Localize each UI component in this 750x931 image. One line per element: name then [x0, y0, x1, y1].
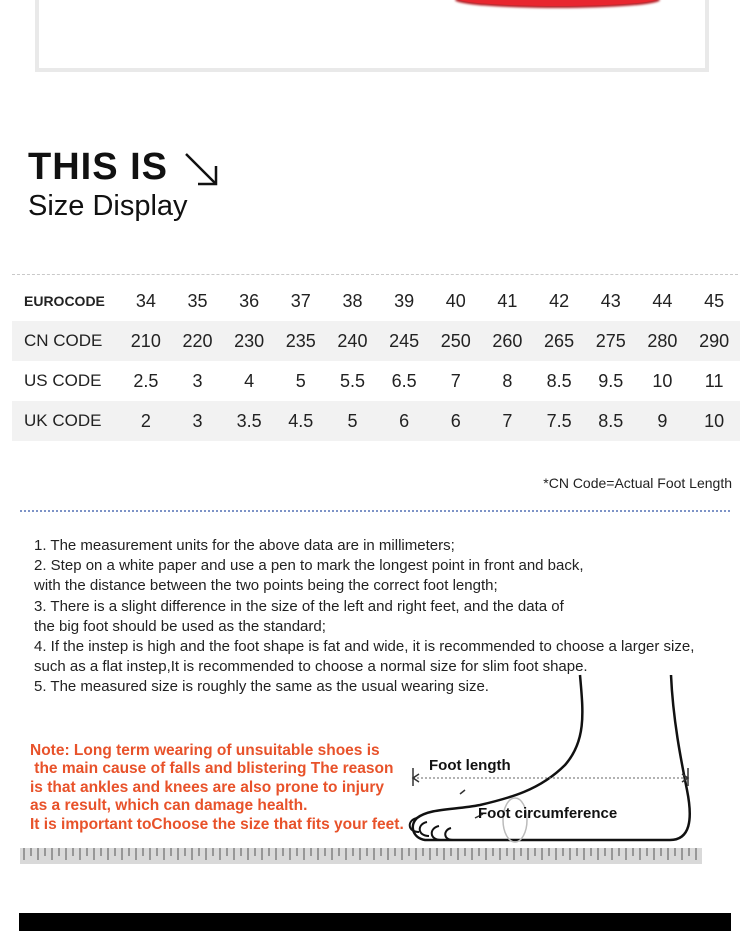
instruction-line: 1. The measurement units for the above data are in millimeters;	[34, 537, 455, 554]
product-image-frame	[35, 0, 709, 72]
instruction-line: the big foot should be used as the standard;	[34, 617, 326, 635]
row-label-cn-code: CN CODE	[12, 321, 120, 361]
table-cell: 3	[172, 401, 224, 441]
table-cell: 7	[450, 370, 461, 391]
warning-line: as a result, which can damage health.	[30, 797, 308, 815]
section-subtitle: Size Display	[28, 190, 188, 222]
table-top-divider	[12, 274, 738, 275]
table-cell: 2	[120, 401, 172, 441]
row-label-eurocode: EUROCODE	[24, 293, 105, 309]
table-cell: 10	[652, 370, 673, 391]
table-row	[12, 401, 740, 441]
table-cell: 9	[637, 401, 689, 441]
table-cell: 11	[704, 370, 724, 391]
table-cell: 250	[430, 321, 482, 361]
table-cell: 4.5	[275, 401, 327, 441]
warning-line: the main cause of falls and blistering The reason	[30, 760, 394, 778]
table-cell: 280	[637, 321, 689, 361]
table-cell: 45	[704, 290, 725, 311]
dotted-divider	[20, 510, 730, 512]
table-cell: 34	[135, 290, 156, 311]
row-label-uk-code: UK CODE	[12, 401, 120, 441]
table-cell: 5	[295, 370, 306, 391]
warning-line: is that ankles and knees are also prone to injury	[30, 778, 385, 796]
cn-code-note: *CN Code=Actual Foot Length	[543, 475, 732, 491]
instruction-line: such as a flat instep,It is recommended to choose a normal size for slim foot shape.	[34, 658, 588, 676]
foot-length-label: Foot length	[429, 757, 511, 774]
instruction-line: 3. There is a slight difference in the size of the left and right feet, and the data of	[34, 597, 564, 615]
table-cell: 6	[378, 401, 430, 441]
table-cell: 9.5	[598, 370, 624, 391]
table-cell: 39	[394, 290, 415, 311]
table-cell: 7	[482, 401, 534, 441]
table-cell: 5	[327, 401, 379, 441]
table-cell: 240	[327, 321, 379, 361]
table-cell: 37	[290, 290, 311, 311]
table-cell: 43	[600, 290, 621, 311]
table-cell: 42	[549, 290, 570, 311]
instruction-line: 5. The measured size is roughly the same as the usual wearing size.	[34, 678, 489, 696]
table-cell: 235	[275, 321, 327, 361]
ruler-graphic	[20, 846, 702, 866]
table-cell: 8.5	[546, 370, 572, 391]
instruction-line: 2. Step on a white paper and use a pen to mark the longest point in front and back,	[34, 557, 584, 575]
table-cell: 40	[445, 290, 466, 311]
size-chart-table	[12, 281, 740, 441]
table-cell: 6.5	[391, 370, 417, 391]
table-cell: 5.5	[339, 370, 365, 391]
table-cell: 260	[482, 321, 534, 361]
table-cell: 8	[502, 370, 513, 391]
arrow-down-right-icon	[182, 150, 222, 190]
warning-line: It is important toChoose the size that fits your feet.	[30, 815, 404, 833]
health-warning-note	[30, 742, 404, 834]
table-row	[12, 321, 740, 361]
table-cell: 275	[585, 321, 637, 361]
table-cell: 3	[192, 370, 203, 391]
table-cell: 4	[244, 370, 255, 391]
table-cell: 38	[342, 290, 363, 311]
table-cell: 7.5	[533, 401, 585, 441]
table-row	[12, 361, 740, 401]
table-cell: 8.5	[585, 401, 637, 441]
table-cell: 3.5	[223, 401, 275, 441]
instruction-line: 4. If the instep is high and the foot shape is fat and wide, it is recommended to choose a larger size,	[34, 638, 695, 656]
table-row	[12, 281, 740, 321]
table-cell: 41	[497, 290, 518, 311]
table-cell: 10	[688, 401, 740, 441]
table-cell: 6	[430, 401, 482, 441]
table-cell: 290	[688, 321, 740, 361]
warning-line: Note: Long term wearing of unsuitable shoes is	[30, 742, 380, 759]
instruction-line: with the distance between the two points being the correct foot length;	[34, 577, 498, 595]
foot-circumference-label: Foot circumference	[478, 805, 618, 822]
table-cell: 44	[652, 290, 673, 311]
table-cell: 265	[533, 321, 585, 361]
bottom-banner	[19, 913, 731, 931]
table-cell: 36	[239, 290, 260, 311]
section-title: THIS IS	[28, 146, 169, 188]
table-cell: 220	[172, 321, 224, 361]
table-cell: 210	[120, 321, 172, 361]
table-cell: 35	[187, 290, 208, 311]
table-cell: 230	[223, 321, 275, 361]
row-label-us-code: US CODE	[24, 371, 102, 390]
table-cell: 245	[378, 321, 430, 361]
table-cell: 2.5	[133, 370, 159, 391]
